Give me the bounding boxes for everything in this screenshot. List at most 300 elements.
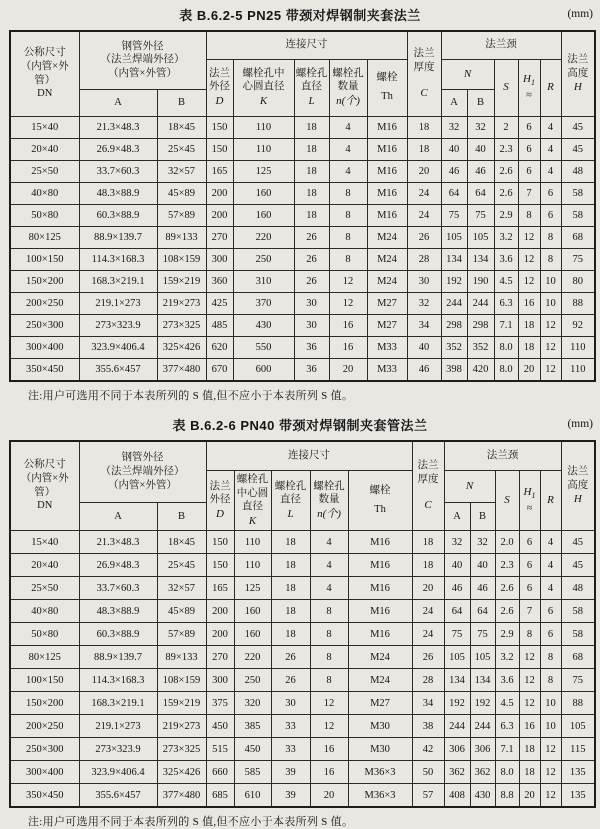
table-cell: 50 [412,761,444,784]
table-cell: 88.9×139.7 [79,646,157,669]
table-cell: 75 [441,204,467,226]
table-row [10,692,595,715]
table-cell: M36×3 [348,784,412,808]
table-row [10,248,595,270]
table-cell: 298 [467,314,494,336]
table-row [10,138,595,160]
table-cell: 26 [271,669,310,692]
table-cell: 20×40 [10,138,79,160]
table-cell: 39 [271,761,310,784]
header-neck-r: R [540,59,561,116]
table-cell: 362 [444,761,470,784]
table-cell: 6 [518,160,540,182]
table-cell: 46 [444,577,470,600]
table-cell: 24 [407,182,441,204]
table-cell: 28 [412,669,444,692]
table2-note: 注:用户可选用不同于本表所列的 S 值,但不应小于本表所列 S 值。 [28,816,354,828]
table-cell: 200 [206,623,234,646]
table-cell: 244 [441,292,467,314]
table-cell: 80 [561,270,595,292]
table-cell: 270 [206,646,234,669]
table-cell: 18 [407,138,441,160]
table-cell: 200×250 [10,715,79,738]
table-cell: 4.5 [494,270,518,292]
header-neck-s: S [495,471,519,531]
table-cell: 7.1 [494,314,518,336]
table-cell: 16 [329,336,367,358]
table-cell: M27 [367,314,407,336]
table-cell: 34 [407,314,441,336]
table-cell: 8 [540,226,561,248]
table-cell: 110 [561,358,595,381]
table-cell: 6 [540,600,561,623]
table-cell: 270 [206,226,233,248]
table-cell: 88.9×139.7 [79,226,157,248]
table-cell: 26.9×48.3 [79,138,157,160]
header-bolt-thread: 螺栓 Th [367,59,407,116]
table-cell: 8.0 [495,761,519,784]
table-cell: 150×200 [10,270,79,292]
table-cell: 20×40 [10,554,79,577]
table-cell: 57 [412,784,444,808]
table-cell: 89×133 [157,226,206,248]
table-cell: 2.6 [495,577,519,600]
table-cell: 325×426 [157,761,206,784]
table-cell: 18 [412,531,444,554]
table-cell: 18 [271,600,310,623]
table-cell: M16 [367,138,407,160]
table-cell: 192 [441,270,467,292]
table-cell: 450 [234,738,271,761]
table-cell: 160 [233,204,294,226]
table-cell: 18 [412,554,444,577]
table-cell: 8 [329,182,367,204]
table-cell: 352 [467,336,494,358]
table-cell: 18×45 [157,531,206,554]
header-pipe-a: A [79,503,157,531]
table-cell: 24 [412,623,444,646]
header-neck-b: B [467,89,494,116]
table-cell: 75 [470,623,495,646]
table-cell: 32 [444,531,470,554]
table-cell: 34 [412,692,444,715]
table-cell: 64 [441,182,467,204]
table-cell: M16 [367,160,407,182]
header-neck-h1: $H_1$ ≈ [518,59,540,116]
table-cell: 273×323.9 [79,314,157,336]
table-cell: 15×40 [10,116,79,138]
table-cell: 110 [233,138,294,160]
table-cell: 45 [561,554,595,577]
table-cell: 168.3×219.1 [79,692,157,715]
table-cell: 12 [518,270,540,292]
table-cell: 30 [294,314,329,336]
table-cell: 273×325 [157,738,206,761]
table-cell: 685 [206,784,234,808]
table-cell: 40 [444,554,470,577]
table-cell: 18 [518,314,540,336]
header-bolt-hole-dia: 螺栓孔 直径 L [294,59,329,116]
table-cell: 114.3×168.3 [79,669,157,692]
table-cell: 16 [310,738,348,761]
table-cell: 46 [467,160,494,182]
table-cell: 8 [540,669,561,692]
table-cell: 385 [234,715,271,738]
table-row [10,204,595,226]
table-cell: 430 [233,314,294,336]
table-cell: M33 [367,336,407,358]
table-cell: 10 [540,292,561,314]
table-cell: 4.5 [495,692,519,715]
table-cell: M16 [348,600,412,623]
table-cell: 21.3×48.3 [79,116,157,138]
header-pipe-od-group: 钢管外径 （法兰焊端外径） （内管×外管） [79,441,206,503]
table-cell: 32 [441,116,467,138]
table-cell: 135 [561,784,595,808]
table-cell: 33 [271,738,310,761]
table-cell: 4 [329,160,367,182]
table-cell: 12 [329,292,367,314]
header-neck-n: N [444,471,495,503]
table-cell: 32×57 [157,160,206,182]
table-cell: 8 [310,646,348,669]
table-cell: 6 [540,182,561,204]
table-cell: M16 [348,577,412,600]
table-cell: 2.9 [495,623,519,646]
table-cell: 16 [310,761,348,784]
header-pipe-b: B [157,89,206,116]
table-cell: 370 [233,292,294,314]
table-cell: 620 [206,336,233,358]
table-cell: 92 [561,314,595,336]
table-cell: M24 [348,669,412,692]
table-cell: M30 [348,738,412,761]
table-cell: 450 [206,715,234,738]
table-cell: 40 [407,336,441,358]
header-pipe-b: B [157,503,206,531]
table-cell: 25×45 [157,554,206,577]
table-cell: 108×159 [157,248,206,270]
table-cell: M16 [367,204,407,226]
header-nominal-size: 公称尺寸 （内管×外管） DN [10,31,79,116]
table-cell: M24 [367,248,407,270]
header-connection-group: 连接尺寸 [206,441,412,471]
table-cell: 420 [467,358,494,381]
table-cell: 150 [206,138,233,160]
table-cell: 6.3 [494,292,518,314]
table-cell: 135 [561,761,595,784]
table-cell: 4 [329,138,367,160]
table-cell: 100×150 [10,669,79,692]
table-cell: 160 [234,600,271,623]
table2-title: 表 B.6.2-6 PN40 带颈对焊钢制夹套管法兰 [172,417,428,433]
table-cell: 48 [561,160,595,182]
table-cell: 18 [294,160,329,182]
table-cell: 26 [407,226,441,248]
table-row [10,761,595,784]
header-flange-od: 法兰 外径 D [206,471,234,531]
table-cell: 36 [294,336,329,358]
table-cell: 42 [412,738,444,761]
table-cell: 18 [271,531,310,554]
table-cell: 60.3×88.9 [79,623,157,646]
table-cell: 20 [310,784,348,808]
table-row [10,358,595,381]
table-cell: 46 [441,160,467,182]
table-cell: 273×325 [157,314,206,336]
header-flange-thickness: 法兰 厚度 C [407,31,441,116]
table-cell: 159×219 [157,270,206,292]
table-cell: 355.6×457 [79,358,157,381]
table-cell: 610 [234,784,271,808]
table-cell: 26.9×48.3 [79,554,157,577]
table-cell: 323.9×406.4 [79,761,157,784]
table-cell: 105 [444,646,470,669]
table-cell: 220 [234,646,271,669]
header-neck-h1: $H_1$ ≈ [519,471,540,531]
table-cell: 8 [329,204,367,226]
table-row [10,623,595,646]
table-cell: 21.3×48.3 [79,531,157,554]
table-cell: 80×125 [10,646,79,669]
table-cell: 33 [271,715,310,738]
header-flange-thickness: 法兰 厚度 C [412,441,444,531]
table1-header [10,31,595,116]
header-neck-a: A [441,89,467,116]
table-cell: 26 [294,226,329,248]
table-cell: 18 [294,204,329,226]
table-cell: 585 [234,761,271,784]
table2-header [10,441,595,531]
table-cell: 8 [519,623,540,646]
table-cell: 105 [441,226,467,248]
table-cell: 250×300 [10,314,79,336]
table-cell: 125 [234,577,271,600]
table-cell: 134 [467,248,494,270]
table-cell: 398 [441,358,467,381]
table-cell: 88 [561,692,595,715]
table-cell: 75 [467,204,494,226]
table-cell: 273×323.9 [79,738,157,761]
table-cell: 150 [206,116,233,138]
table-cell: 12 [540,358,561,381]
table-cell: 12 [540,314,561,336]
header-nominal-size: 公称尺寸 （内管×外管） DN [10,441,79,531]
table-cell: 360 [206,270,233,292]
table-pn40 [9,440,596,809]
table-cell: 200 [206,204,233,226]
table-cell: 160 [233,182,294,204]
table-cell: 110 [234,554,271,577]
table-row [10,160,595,182]
table-cell: 115 [561,738,595,761]
table-cell: 75 [561,248,595,270]
table-cell: 219×273 [157,715,206,738]
table-cell: 16 [519,715,540,738]
table-cell: 33.7×60.3 [79,577,157,600]
table-cell: 64 [467,182,494,204]
table-cell: 150 [206,531,234,554]
table-cell: 8 [329,248,367,270]
table-cell: 2.6 [494,182,518,204]
table-cell: 134 [441,248,467,270]
table-cell: 18 [407,116,441,138]
table-cell: 350×450 [10,784,79,808]
table-cell: 7 [519,600,540,623]
table-row [10,600,595,623]
header-bolt-thread: 螺栓 Th [348,471,412,531]
table-cell: 26 [294,248,329,270]
table-cell: 32 [470,531,495,554]
table-cell: 18 [519,738,540,761]
table-cell: 68 [561,226,595,248]
table-cell: 16 [329,314,367,336]
table-cell: 24 [407,204,441,226]
table-cell: 105 [561,715,595,738]
table-cell: 125 [233,160,294,182]
table-cell: 6 [518,138,540,160]
table-cell: 18 [271,577,310,600]
table-cell: 89×133 [157,646,206,669]
table-cell: 377×480 [157,358,206,381]
table-cell: 4 [540,577,561,600]
header-flange-height: 法兰 高度 H [561,31,595,116]
table-cell: 165 [206,160,233,182]
table-cell: 515 [206,738,234,761]
table-cell: 12 [310,692,348,715]
table-cell: M36×3 [348,761,412,784]
table-cell: 660 [206,761,234,784]
table-cell: 159×219 [157,692,206,715]
table-cell: 323.9×406.4 [79,336,157,358]
header-bolt-circle-dia: 螺栓孔 中心圆 直径 K [234,471,271,531]
table-cell: 33.7×60.3 [79,160,157,182]
table-cell: 350×450 [10,358,79,381]
table-cell: 12 [329,270,367,292]
table-cell: 2.3 [495,554,519,577]
table-cell: 2.9 [494,204,518,226]
table-cell: 4 [540,554,561,577]
table-cell: 250 [234,669,271,692]
table2-unit-label: (mm) [567,417,593,430]
table-cell: 40 [470,554,495,577]
table-cell: M16 [367,116,407,138]
table1-note: 注:用户可选用不同于本表所列的 S 值,但不应小于本表所列 S 值。 [28,389,354,402]
table-cell: 45 [561,138,595,160]
table-cell: 12 [519,669,540,692]
table-cell: 32 [407,292,441,314]
table-cell: 24 [412,600,444,623]
table-row [10,270,595,292]
table-cell: 28 [407,248,441,270]
table-cell: 20 [518,358,540,381]
table-cell: 4 [540,160,561,182]
table-cell: 134 [470,669,495,692]
table-cell: 26 [412,646,444,669]
table-cell: 160 [234,623,271,646]
table-cell: M16 [348,531,412,554]
table-cell: 600 [233,358,294,381]
table-cell: 306 [470,738,495,761]
table-cell: 425 [206,292,233,314]
table-cell: 110 [233,116,294,138]
table-cell: 45×89 [157,600,206,623]
table-cell: 80×125 [10,226,79,248]
table-cell: 48.3×88.9 [79,182,157,204]
table-row [10,715,595,738]
table-cell: 40 [467,138,494,160]
table-cell: 375 [206,692,234,715]
table-row [10,669,595,692]
table-cell: 352 [441,336,467,358]
table-cell: 12 [540,784,561,808]
table-cell: 220 [233,226,294,248]
table-cell: 192 [470,692,495,715]
table-cell: 6 [519,531,540,554]
table-cell: 6 [518,116,540,138]
table-cell: 8 [518,204,540,226]
table1-body [10,116,595,381]
table-cell: 8.8 [495,784,519,808]
header-neck-s: S [494,59,518,116]
table-cell: 3.6 [495,669,519,692]
table-pn25 [9,30,596,382]
table-cell: 20 [412,577,444,600]
table-cell: 8 [540,248,561,270]
table-cell: 2.6 [494,160,518,182]
table-cell: 3.2 [495,646,519,669]
table-cell: 16 [518,292,540,314]
table-cell: 200 [206,182,233,204]
table-cell: 8.0 [494,358,518,381]
table-cell: 192 [444,692,470,715]
table-cell: 219×273 [157,292,206,314]
table-cell: 8 [310,623,348,646]
table-cell: 18 [294,116,329,138]
table-cell: 244 [467,292,494,314]
table-cell: 30 [294,292,329,314]
header-neck-group: 法兰颈 [444,441,561,471]
table-row [10,336,595,358]
table-cell: 2.0 [495,531,519,554]
table-cell: 7.1 [495,738,519,761]
table-cell: 60.3×88.9 [79,204,157,226]
table-cell: 75 [444,623,470,646]
table-cell: 105 [470,646,495,669]
table-cell: 110 [561,336,595,358]
table-cell: 25×45 [157,138,206,160]
table-cell: M24 [348,646,412,669]
table-cell: 68 [561,646,595,669]
table-cell: M24 [367,270,407,292]
table-cell: 408 [444,784,470,808]
table-cell: 18×45 [157,116,206,138]
table-cell: 244 [470,715,495,738]
table-cell: 20 [329,358,367,381]
header-bolt-circle-dia: 螺栓孔中 心圆直径 K [233,59,294,116]
header-pipe-od-group: 钢管外径 （法兰焊端外径） （内管×外管） [79,31,206,89]
table-cell: 40 [441,138,467,160]
table-row [10,577,595,600]
table-cell: 50×80 [10,623,79,646]
table-row [10,292,595,314]
table-cell: M27 [367,292,407,314]
table-cell: 4 [310,554,348,577]
table-cell: 6 [519,577,540,600]
table-cell: 7 [518,182,540,204]
table-cell: 57×89 [157,204,206,226]
table-cell: 46 [407,358,441,381]
